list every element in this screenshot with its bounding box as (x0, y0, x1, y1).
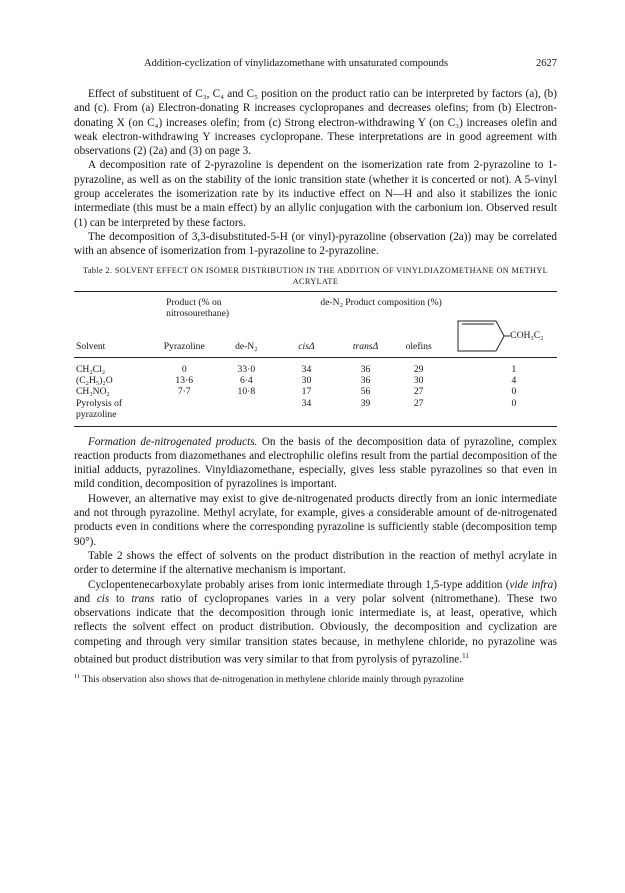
table-row (74, 398, 557, 426)
table-caption (74, 265, 557, 287)
row-den2: 6·4 (239, 374, 253, 386)
cyclo-text-2: ) and (74, 578, 557, 605)
running-head (144, 58, 557, 69)
table-caption-text: SOLVENT EFFECT ON ISOMER DISTRIBUTION IN THE ADDITION OF VINYLDIAZOMETHANE ON METHYL ACRYLATE (114, 265, 549, 286)
footnote-text: This observation also shows that de-nitrogenation in methylene chloride mainly through pyrazoline (80, 674, 464, 686)
paragraph-formation (74, 435, 557, 492)
vide-infra: vide infra (509, 578, 554, 591)
formation-text: On the basis of the decomposition data of pyrazoline, complex reaction products from diazomethanes and electrophilic olefins result from the partial decomposition of the initial adducts, pyrazolines. Vinyldiazomethane, especially, gives less stable pyrazolines so that even in mild condition, decomposition of pyrazolines is important. (74, 435, 558, 491)
footnote-marker: 11 (74, 673, 81, 681)
footnote (74, 671, 557, 686)
row-den2: 33·0 (237, 363, 256, 375)
running-head-title: Addition-cyclization of vinylidazomethane with unsaturated compounds (144, 58, 449, 69)
row-solvent: CH₃NO₂ (76, 386, 110, 398)
row-olefins: 29 (413, 363, 424, 375)
journal-page (74, 58, 557, 686)
table-row (74, 386, 557, 397)
col-pyrazoline-header: Pyrazoline (152, 319, 216, 358)
row-cis: 34 (301, 363, 312, 375)
col-den2-header: de-N₂ (216, 319, 276, 358)
cyclopentene-carboxylate-structure (456, 319, 543, 353)
row-trans: 36 (360, 363, 371, 375)
row-pyrazoline: 13·6 (175, 374, 194, 386)
table-group-header-row (74, 292, 557, 319)
row-olefins: 27 (395, 398, 443, 426)
row-cyclopentene: 1 (511, 363, 517, 375)
formation-heading: Formation de-nitrogenated products. (88, 435, 258, 448)
row-den2 (216, 398, 276, 426)
row-den2: 10·8 (237, 386, 256, 398)
trans-term: trans (131, 592, 155, 605)
row-pyrazoline: 0 (181, 363, 187, 375)
row-cyclopentene: 0 (443, 398, 557, 426)
cyclopentene-ring-icon (456, 319, 510, 353)
row-cis: 17 (301, 386, 312, 398)
table-caption-label: Table 2. (82, 265, 113, 275)
row-pyrazoline (152, 398, 216, 426)
row-cyclopentene: 4 (511, 374, 517, 386)
cyclopentene-substituent-label: COH₃C₂ (510, 329, 544, 341)
paragraph-substituent-effect: Effect of substituent of C₃, C₄ and C₅ position on the product ratio can be interpreted by factors (a), (b) and (c). From (a) Electron-donating R increases cyclopropanes and decreases olefins; from (b) Electron-donating X (on C₄) increases olefin; from (c) Strong electron-withdrawing Y (on C₃) increases olefin and weak electron-withdrawing Y increases cyclopropane. These interpretations are in good agreement with observations (2) (2a) and (3) on page 3. (74, 88, 557, 158)
solvent-effect-table (74, 291, 557, 427)
col-solvent-header: Solvent (74, 319, 152, 358)
row-trans: 56 (360, 386, 371, 398)
denitro-group-header: de-N₂ Product composition (%) (320, 296, 442, 308)
row-trans: 36 (360, 374, 371, 386)
row-solvent: CH₂Cl₂ (76, 363, 106, 375)
cyclo-text-3: to (109, 592, 132, 605)
row-solvent: Pyrolysis of pyrazoline (74, 398, 152, 426)
paragraph-disubstituted-pyrazoline: The decomposition of 3,3-disubstituted-5-H (or vinyl)-pyrazoline (observation (2a)) may be correlated with an absence of isomerization from 1-pyrazoline to 2-pyrazoline. (74, 230, 557, 258)
row-olefins: 30 (413, 374, 424, 386)
col-cis-header: cisΔ (276, 319, 336, 358)
table-row (74, 375, 557, 386)
row-trans: 39 (337, 398, 395, 426)
row-olefins: 27 (413, 386, 424, 398)
product-group-header: Product (% on nitrosourethane) (166, 296, 230, 319)
table-column-header-row (74, 319, 557, 358)
paragraph-decomposition-rate: A decomposition rate of 2-pyrazoline is dependent on the isomerization rate from 2-pyrazoline to 1-pyrazoline, as well as on the stability of the ionic transition state (whether it is concerted or not). A 5-vinyl group accelerates the isomerization rate by its inductive effect on N—H and also it stabilizes the ionic intermediate (this must be a main effect) by an allylic conjugation with the carbonium ion. Observed result (1) can be interpreted by these factors. (74, 159, 557, 229)
table-row (74, 357, 557, 375)
cyclo-text-4: ratio of cyclopropanes varies in a very polar solvent (nitromethane). These two observations indicate that the decomposition through ionic intermediate is, at least, operative, which reflects the solvent effect on product distribution. Obviously, the decomposition and cyclization are competing and through very similar transition states because, in methylene chloride, no pyrazoline was obtained but product distribution was very similar to that from pyrolysis of pyrazoline. (74, 592, 558, 666)
row-cis: 34 (276, 398, 336, 426)
footnote-reference: 11 (462, 652, 469, 661)
col-trans-header: transΔ (337, 319, 395, 358)
row-cis: 30 (301, 374, 312, 386)
cis-term: cis (96, 592, 110, 605)
row-cyclopentene: 0 (511, 386, 517, 398)
cyclo-text-1: Cyclopentenecarboxylate probably arises from ionic intermediate through 1,5-type addition ( (88, 578, 510, 591)
paragraph-cyclopentene (74, 578, 557, 668)
row-pyrazoline: 7·7 (177, 386, 191, 398)
col-cyclopentene-header (443, 319, 557, 358)
row-solvent: (C₂H₅)₂O (76, 374, 113, 386)
page-number: 2627 (536, 58, 557, 69)
col-olefins-header: olefins (395, 319, 443, 358)
paragraph-alternative-mechanism: However, an alternative may exist to give de-nitrogenated products directly from an ionic intermediate and not through pyrazoline. Methyl acrylate, for example, gives a considerable amount of de-nitrogenated products even in conditions where the corresponding pyrazoline is sufficiently stable (decomposition temp 90°). (74, 492, 557, 548)
paragraph-table2-reference: Table 2 shows the effect of solvents on the product distribution in the reaction of methyl acrylate in order to determine if the alternative mechanism is important. (74, 549, 557, 577)
